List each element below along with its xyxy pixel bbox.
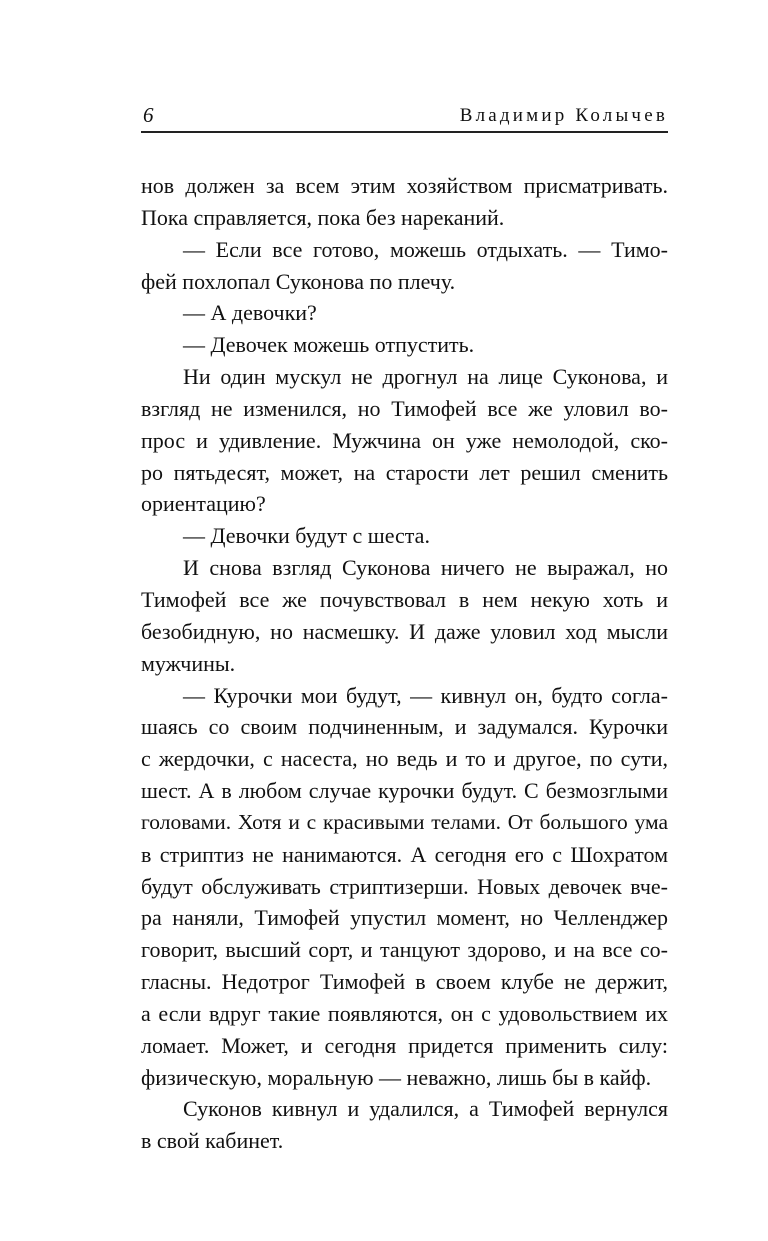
body-text (141, 170, 668, 1157)
text-line: нов должен за всем этим хозяйством присматривать. (141, 173, 668, 198)
text-line: — Девочки будут с шеста. (183, 523, 430, 549)
text-line: физическую, моральную — неважно, лишь бы в кайф. (141, 1064, 652, 1090)
text-line: Пока справляется, пока без нареканий. (141, 204, 505, 230)
text-line: с жердочки, с насеста, но ведь и то и другое, по сути, (141, 746, 668, 772)
text-line: взгляд не изменился, но Тимофей все же уловил во- (141, 395, 668, 421)
text-line: головами. Хотя и с красивыми телами. От большого ума (141, 809, 668, 834)
text-line: гласны. Недотрог Тимофей в своем клубе не держит, (141, 969, 668, 995)
text-line: ориентацию? (141, 491, 266, 517)
page-header (141, 100, 668, 130)
text-line: будут обслуживать стриптизерши. Новых девочек вче- (141, 873, 668, 899)
text-line: ро пятьдесят, может, на старости лет решил сменить (141, 459, 668, 485)
text-line: безобидную, но насмешку. И даже уловил ход мысли (141, 618, 668, 644)
text-line: Ни один мускул не дрогнул на лице Суконова, и (183, 364, 668, 390)
header-rule (141, 131, 668, 133)
text-line: — Девочек можешь отпустить. (183, 332, 475, 358)
text-line: Суконов кивнул и удалился, а Тимофей вернулся (183, 1096, 668, 1122)
text-line: фей похлопал Суконова по плечу. (141, 268, 456, 294)
text-line: шест. А в любом случае курочки будут. С безмозглыми (141, 778, 668, 804)
text-line: мужчины. (141, 650, 236, 676)
text-line: — Курочки мои будут, — кивнул он, будто согла- (183, 682, 668, 708)
text-line: шаясь со своим подчиненным, и задумался. Курочки (141, 714, 668, 740)
text-line: в свой кабинет. (141, 1128, 284, 1154)
text-line: ломает. Может, и сегодня придется применить силу: (141, 1032, 668, 1058)
text-line: прос и удивление. Мужчина он уже немолодой, ско- (141, 427, 668, 453)
text-line: — Если все готово, можешь отдыхать. — Тимо- (183, 236, 668, 262)
text-line: Тимофей все же почувствовал в нем некую хоть и (141, 586, 668, 612)
page-number: 6 (143, 103, 154, 127)
text-line: И снова взгляд Суконова ничего не выражал, но (183, 555, 668, 581)
running-head-author: Владимир Колычев (459, 105, 668, 126)
text-line: ра наняли, Тимофей упустил момент, но Челленджер (141, 905, 668, 931)
text-line: а если вдруг такие появляются, он с удовольствием их (141, 1000, 668, 1026)
text-line: говорит, высший сорт, и танцуют здорово, и на все со- (141, 937, 668, 963)
text-line: — А девочки? (183, 300, 317, 326)
text-line: в стриптиз не нанимаются. А сегодня его с Шохратом (141, 841, 668, 867)
